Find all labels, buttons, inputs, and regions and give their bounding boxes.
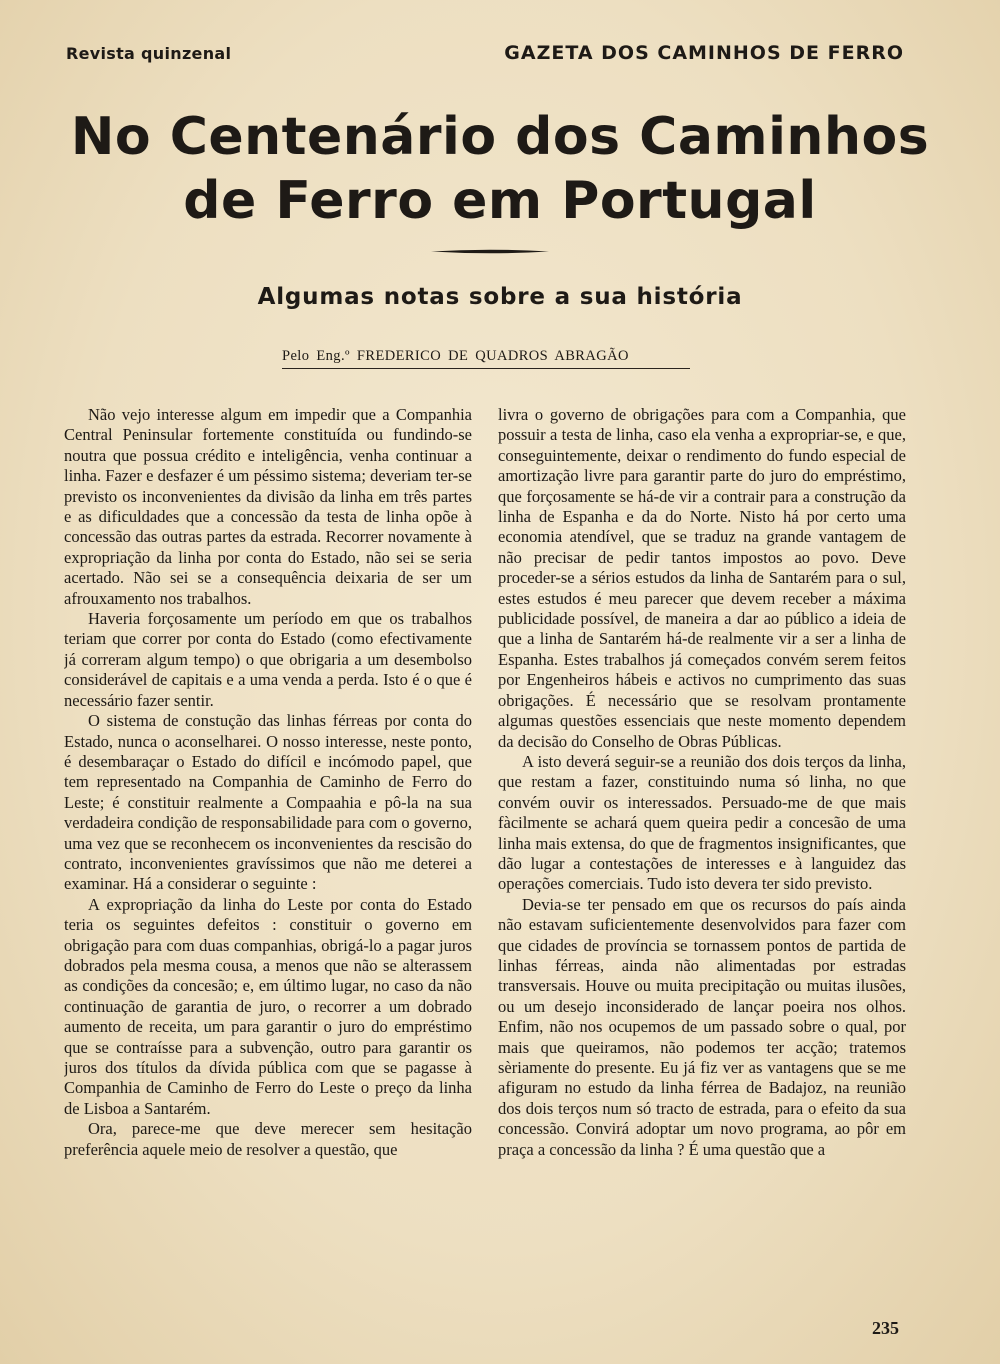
paragraph: Não vejo interesse algum em impedir que a Companhia Central Peninsular fortemente constituída ou fundindo-se noutra que possua crédito e inteligência, venha continuar a linha. Fazer e desfazer é um péssimo sistema; deveriam ter-se previsto os inconvenientes da divisão da linha em três partes e as dificuldades que a concessão da testa de linha opõe à concessão das outras partes da estrada. Recorrer novamente à expropriação da linha por conta do Estado, não sei se seria acertado. Não sei se a consequência deixaria de ser um afrouxamento nos trabalhos. xyxy=(64,405,472,608)
page-number: 235 xyxy=(872,1318,899,1338)
article-title: No Centenário dos Caminhos de Ferro em Portugal xyxy=(70,107,930,231)
paragraph: Ora, parece-me que deve merecer sem hesitação preferência aquele meio de resolver a questão, que xyxy=(64,1119,472,1159)
paragraph: A expropriação da linha do Leste por conta do Estado teria os seguintes defeitos : constituir o governo em obrigação para com duas companhias, obrigá-lo a pagar juros dobrados pela mesma cousa, a menos que não se alterassem as condições da concesão; e, em último lugar, no caso da não continuação de garantia de juro, o recorrer a um dobrado aumento de receita, um para garantir o juro do empréstimo que se contraísse para a subvenção, outro para garantir os juros dos títulos da dívida pública com que se pagasse à Companhia de Caminho de Ferro do Leste o preço da linha de Lisboa a Santarém. xyxy=(64,894,472,1118)
paragraph: O sistema de constução das linhas férreas por conta do Estado, nunca o aconselharei. O nosso interesse, neste ponto, é desembaraçar o Estado do difícil e incómodo papel, que tem representado na Companhia de Caminho de Ferro do Leste; é constituir realmente a Compaahia e pô-la na sua verdadeira condição de responsabilidade para com o governo, uma vez que se reconhecem os inconvenientes da rescisão do contrato, inconvenientes gravíssimos que não me deterei a examinar. Há a considerar o seguinte : xyxy=(64,711,472,894)
article-subtitle: Algumas notas sobre a sua história xyxy=(257,284,743,310)
right-column xyxy=(498,405,906,1285)
paragraph: A isto deverá seguir-se a reunião dos dois terços da linha, que restam a fazer, constituindo numa só linha, no que convém ouvir os interessados. Persuado-me de que mais fàcilmente se achará quem queira pedir a concesão de uma linha mais extensa, do que de fragmentos insignificantes, que dão lugar a contestações de interesses e à languidez das operações comerciais. Tudo isto devera ter sido previsto. xyxy=(498,751,906,894)
author-byline: Pelo Eng.º FREDERICO DE QUADROS ABRAGÃO xyxy=(282,348,690,369)
paragraph: Devia-se ter pensado em que os recursos do país ainda não estavam suficientemente desenvolvidos para fazer com que cidades de província se tornassem pontos de partida de linhas férreas, ainda não alimentadas por estradas transversais. Houve ou muita precipitação ou muitas ilusões, ou um desejo inconsiderado de lançar poeira nos olhos. Enfim, não nos ocupemos de um passado sobre o qual, por mais que queiramos, não podemos ter acção; tratemos sèriamente do presente. Eu já fiz ver as vantagens que se me afiguram no estudo da linha férrea de Badajoz, na reunião dos dois terços num só tracto de estrada, para o efeito da sua concessão. Convirá adoptar um novo programa, ao pôr em praça a concessão da linha ? É uma questão que a xyxy=(498,894,906,1159)
left-column xyxy=(64,405,472,1285)
paragraph: livra o governo de obrigações para com a Companhia, que possuir a testa de linha, caso ela venha a expropriar-se, e que, conseguintemente, deixar o rendimento do fundo especial de amortização livre para garantir parte do juro do empréstimo, que forçosamente se há-de vir a contrair para a construção da linha de Espanha e da do Norte. Nisto há por certo uma economia atendível, que se traduz na grande vantagem de não precisar de pedir tantos impostos ao povo. Deve proceder-se a sérios estudos da linha de Santarém para o sul, estes estudos é meu parecer que devem receber a máxima publicidade possível, de maneira a dar ao público a ideia de que a linha de Santarém há-de realmente vir a ser a linha de Espanha. Estes trabalhos já começados convém serem feitos por Engenheiros hábeis e activos no cumprimento das suas obrigações. É necessário que se resolvam prontamente algumas questões essenciais que neste momento dependem da decisão do Conselho de Obras Públicas. xyxy=(498,405,906,751)
title-divider-rule xyxy=(431,249,549,254)
running-header-left: Revista quinzenal xyxy=(66,44,232,63)
paragraph: Haveria forçosamente um período em que os trabalhos teriam que correr por conta do Estado (como efectivamente já correram algum tempo) o que obrigaria a um desembolso considerável de capitais e a uma venda a perda. Isto é o que é necessário fazer sentir. xyxy=(64,609,472,710)
running-header-right: GAZETA DOS CAMINHOS DE FERRO xyxy=(504,42,904,64)
